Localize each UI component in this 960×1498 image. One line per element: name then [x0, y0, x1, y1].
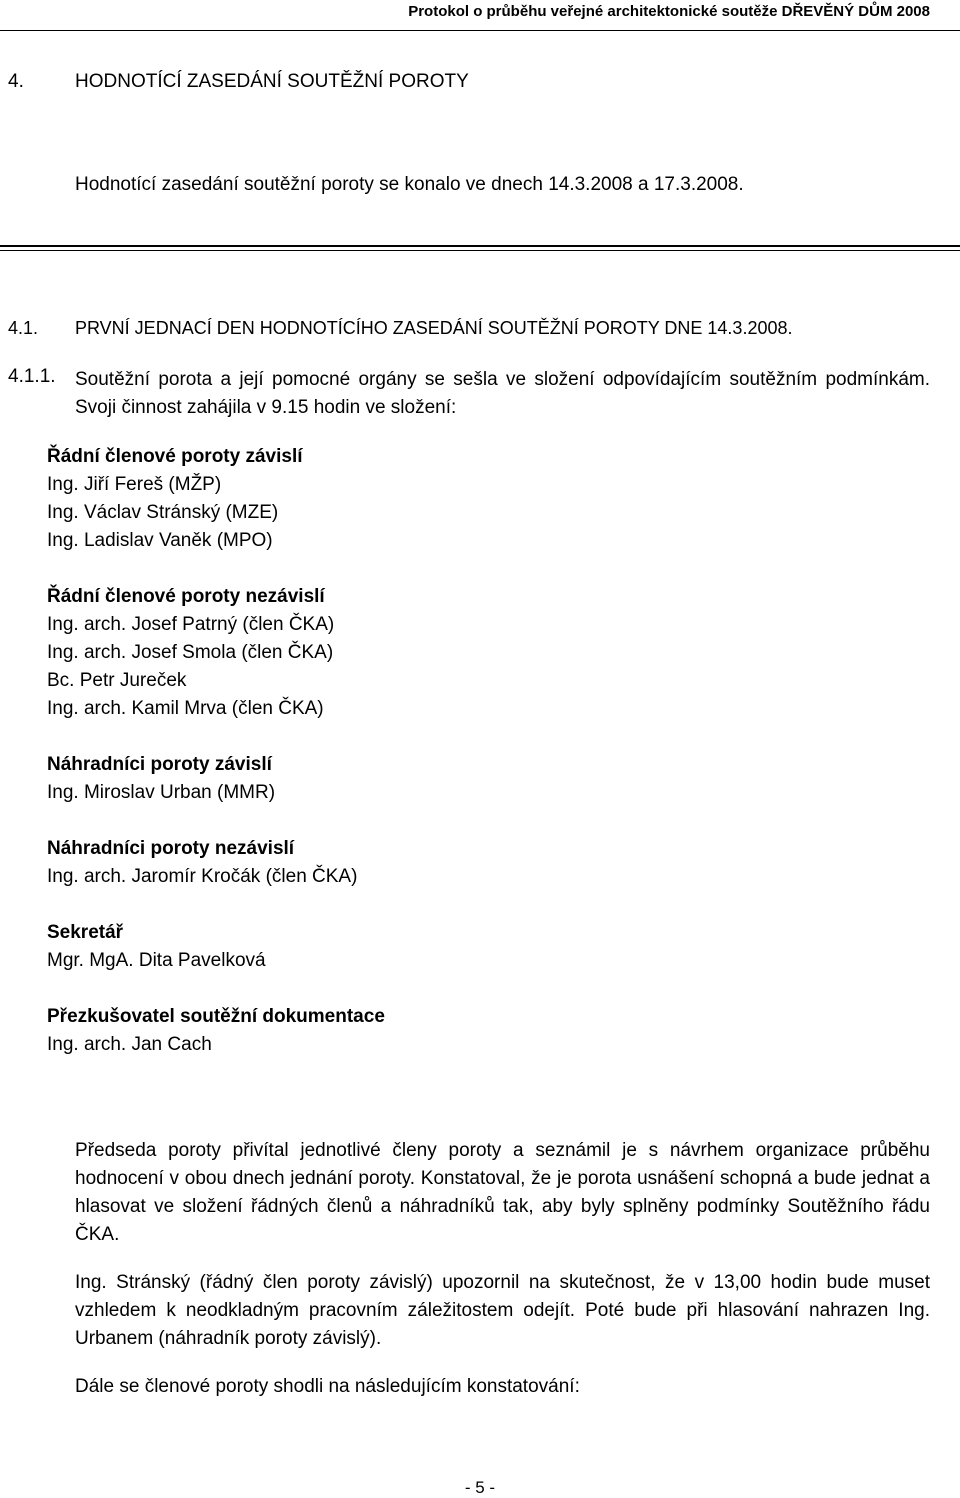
member-item: Ing. Ladislav Vaněk (MPO)	[47, 530, 273, 551]
subsection-number: 4.1.	[8, 318, 39, 338]
member-item: Ing. arch. Jan Cach	[47, 1034, 212, 1055]
paragraph-consensus: Dále se členové poroty shodli na následujícím konstatování:	[75, 1376, 580, 1397]
group-heading: Přezkušovatel soutěžní dokumentace	[47, 1006, 385, 1027]
group-heading: Řádní členové poroty nezávislí	[47, 586, 325, 607]
section-divider	[0, 245, 960, 251]
paragraph-stransky-notice: Ing. Stránský (řádný člen poroty závislý) upozornil na skutečnost, že v 13,00 hodin bude muset vzhledem k neodkladným pracovním záležitostem odejít. Poté bude při hlasování nahrazen Ing. Urbanem (náhradník poroty závislý).	[75, 1272, 930, 1349]
subsubsection-number: 4.1.1.	[8, 366, 56, 387]
member-item: Ing. arch. Kamil Mrva (člen ČKA)	[47, 698, 324, 719]
member-item: Ing. Václav Stránský (MZE)	[47, 502, 279, 523]
subsection-title: PRVNÍ JEDNACÍ DEN HODNOTÍCÍHO ZASEDÁNÍ SOUTĚŽNÍ POROTY DNE 14.3.2008.	[75, 318, 793, 338]
paragraph-chair-welcome: Předseda poroty přivítal jednotlivé členy poroty a seznámil je s návrhem organizace průběhu hodnocení v obou dnech jednání poroty. Konstatoval, že je porota usnášení schopná a bude jednat a hlasovat ve složení řádných členů a náhradníků tak, aby byly splněny podmínky Soutěžního řádu ČKA.	[75, 1140, 930, 1245]
group-heading: Náhradníci poroty závislí	[47, 754, 272, 775]
member-item: Mgr. MgA. Dita Pavelková	[47, 950, 266, 971]
group-heading: Náhradníci poroty nezávislí	[47, 838, 295, 859]
member-item: Ing. arch. Jaromír Kročák (člen ČKA)	[47, 866, 358, 887]
member-item: Ing. Miroslav Urban (MMR)	[47, 782, 276, 803]
running-header: Protokol o průběhu veřejné architektonické soutěže DŘEVĚNÝ DŮM 2008	[408, 3, 930, 20]
session-dates-line: Hodnotící zasedání soutěžní poroty se konalo ve dnech 14.3.2008 a 17.3.2008.	[75, 174, 744, 195]
page-number: - 5 -	[464, 1478, 496, 1497]
group-heading: Sekretář	[47, 922, 124, 943]
group-heading: Řádní členové poroty závislí	[47, 446, 303, 467]
header-rule	[0, 30, 960, 31]
section-title: HODNOTÍCÍ ZASEDÁNÍ SOUTĚŽNÍ POROTY	[75, 71, 469, 92]
member-item: Ing. arch. Josef Smola (člen ČKA)	[47, 642, 334, 663]
subsubsection-text: Soutěžní porota a její pomocné orgány se sešla ve složení odpovídajícím soutěžním podmínkám. Svoji činnost zahájila v 9.15 hodin ve složení:	[75, 369, 930, 418]
jury-composition	[47, 443, 747, 1059]
member-item: Ing. arch. Josef Patrný (člen ČKA)	[47, 614, 335, 635]
section-number: 4.	[8, 71, 24, 92]
member-item: Ing. Jiří Fereš (MŽP)	[47, 474, 222, 495]
member-item: Bc. Petr Jureček	[47, 670, 187, 691]
